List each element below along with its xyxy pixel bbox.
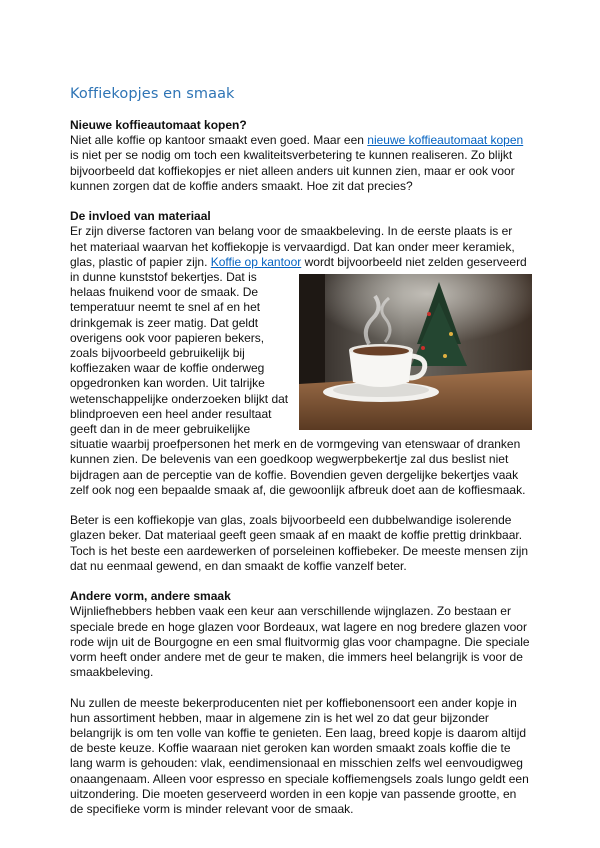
materiaal-text-1: Er zijn diverse factoren van belang voor de smaakbeleving. In de eerste plaats is er het materiaal waarvan het koffiekopje is vervaardigd. Dat kan onder meer keramiek, glas, plastic of papier zijn. — [70, 224, 515, 269]
paragraph-intro — [70, 133, 532, 194]
heading-nieuwe-koffieautomaat: Nieuwe koffieautomaat kopen? — [70, 118, 247, 132]
link-nieuwe-koffieautomaat[interactable]: nieuwe koffieautomaat kopen — [367, 133, 524, 148]
paragraph-wijnglazen: Wijnliefhebbers hebben vaak een keur aan verschillende wijnglazen. Zo bestaan er speciale brede en hoge glazen voor Bordeaux, wat lagere en nog bredere glazen voor rode wijn uit de Bourgogne en een smal fluitvormig glas voor champagne. Die speciale vorm heeft onder andere met de geur te maken, die immers heel belangrijk is voor de smaakbeleving. — [70, 604, 530, 680]
coffee-cup-illustration — [299, 274, 532, 430]
heading-andere-vorm: Andere vorm, andere smaak — [70, 589, 231, 604]
link-koffie-op-kantoor[interactable]: Koffie op kantoor — [210, 254, 302, 269]
heading-invloed-materiaal: De invloed van materiaal — [70, 209, 211, 224]
coffee-cup-photo — [299, 274, 532, 430]
intro-text-2: is niet per se nodig om toch een kwaliteitsverbetering te kunnen realiseren. Zo blijkt bijvoorbeeld dat koffiekopjes er niet alleen anders uit kunnen zien, maar er ook voor kunnen zorgen dat de koffie anders smaakt. Hoe zit dat precies? — [70, 148, 515, 193]
intro-text-1: Niet alle koffie op kantoor smaakt even goed. Maar een — [70, 133, 368, 148]
paragraph-kopjes: Nu zullen de meeste bekerproducenten niet per koffiebonensoort een ander kopje in hun assortiment hebben, maar in algemene zin is het wel zo dat geur bijzonder belangrijk is om ten volle van koffie te genieten. Een laag, breed kopje is daarom altijd de beste keuze. Koffie waaraan niet geroken kan worden smaakt zoals koffie die te lang warm is gehouden: vlak, eendimensionaal en misschien zelfs wel eenvoudigweg onaangenaam. Alleen voor espresso en speciale koffiemengsels zoals lungo geldt een uitzondering. Die moeten geserveerd worden in een kopje van passende grootte, en de specifieke vorm is minder relevant voor de smaak. — [70, 695, 529, 817]
materiaal-text-2 — [70, 255, 527, 497]
paragraph-materiaal — [70, 224, 532, 498]
article-body — [70, 118, 532, 817]
paragraph-glas: Beter is een koffiekopje van glas, zoals bijvoorbeeld een dubbelwandige isolerende glazen beker. Dat materiaal geeft geen smaak af en maakt de koffie prettig drinkbaar. Toch is het beste een aardewerken of porseleinen koffiebeker. De meeste mensen zijn dat nu eenmaal gewend, en dan smaakt de koffie vanzelf beter. — [70, 513, 529, 573]
page-title: Koffiekopjes en smaak — [70, 86, 235, 102]
materiaal-text-2-content: wordt bijvoorbeeld niet zelden geserveerd in dunne kunststof bekertjes. Dat is helaas fnuikend voor de smaak. De temperatuur neemt te snel af en het drinkgemak is zeer matig. Dat geldt overigens ook voor papieren bekers, zoals bijvoorbeeld gebruikelijk bij koffiezaken waar de koffie onderweg opgedronken kan worden. Uit talrijke wetenschappelijke onderzoeken blijkt dat blindproeven een heel ander resultaat geeft dan in de meer gebruikelijke situatie waarbij proefpersonen het merk en de vormgeving van etenswaar of dranken kunnen zien. De belevenis van een goedkoop wegwerpbekertje zal dus beslist niet bijdragen aan de perceptie van de koffie. Bovendien geven dergelijke bekertjes vaak zelf ook nog een bepaalde smaak af, die gewoonlijk afbreuk doet aan de koffiesmaak. — [70, 254, 527, 497]
